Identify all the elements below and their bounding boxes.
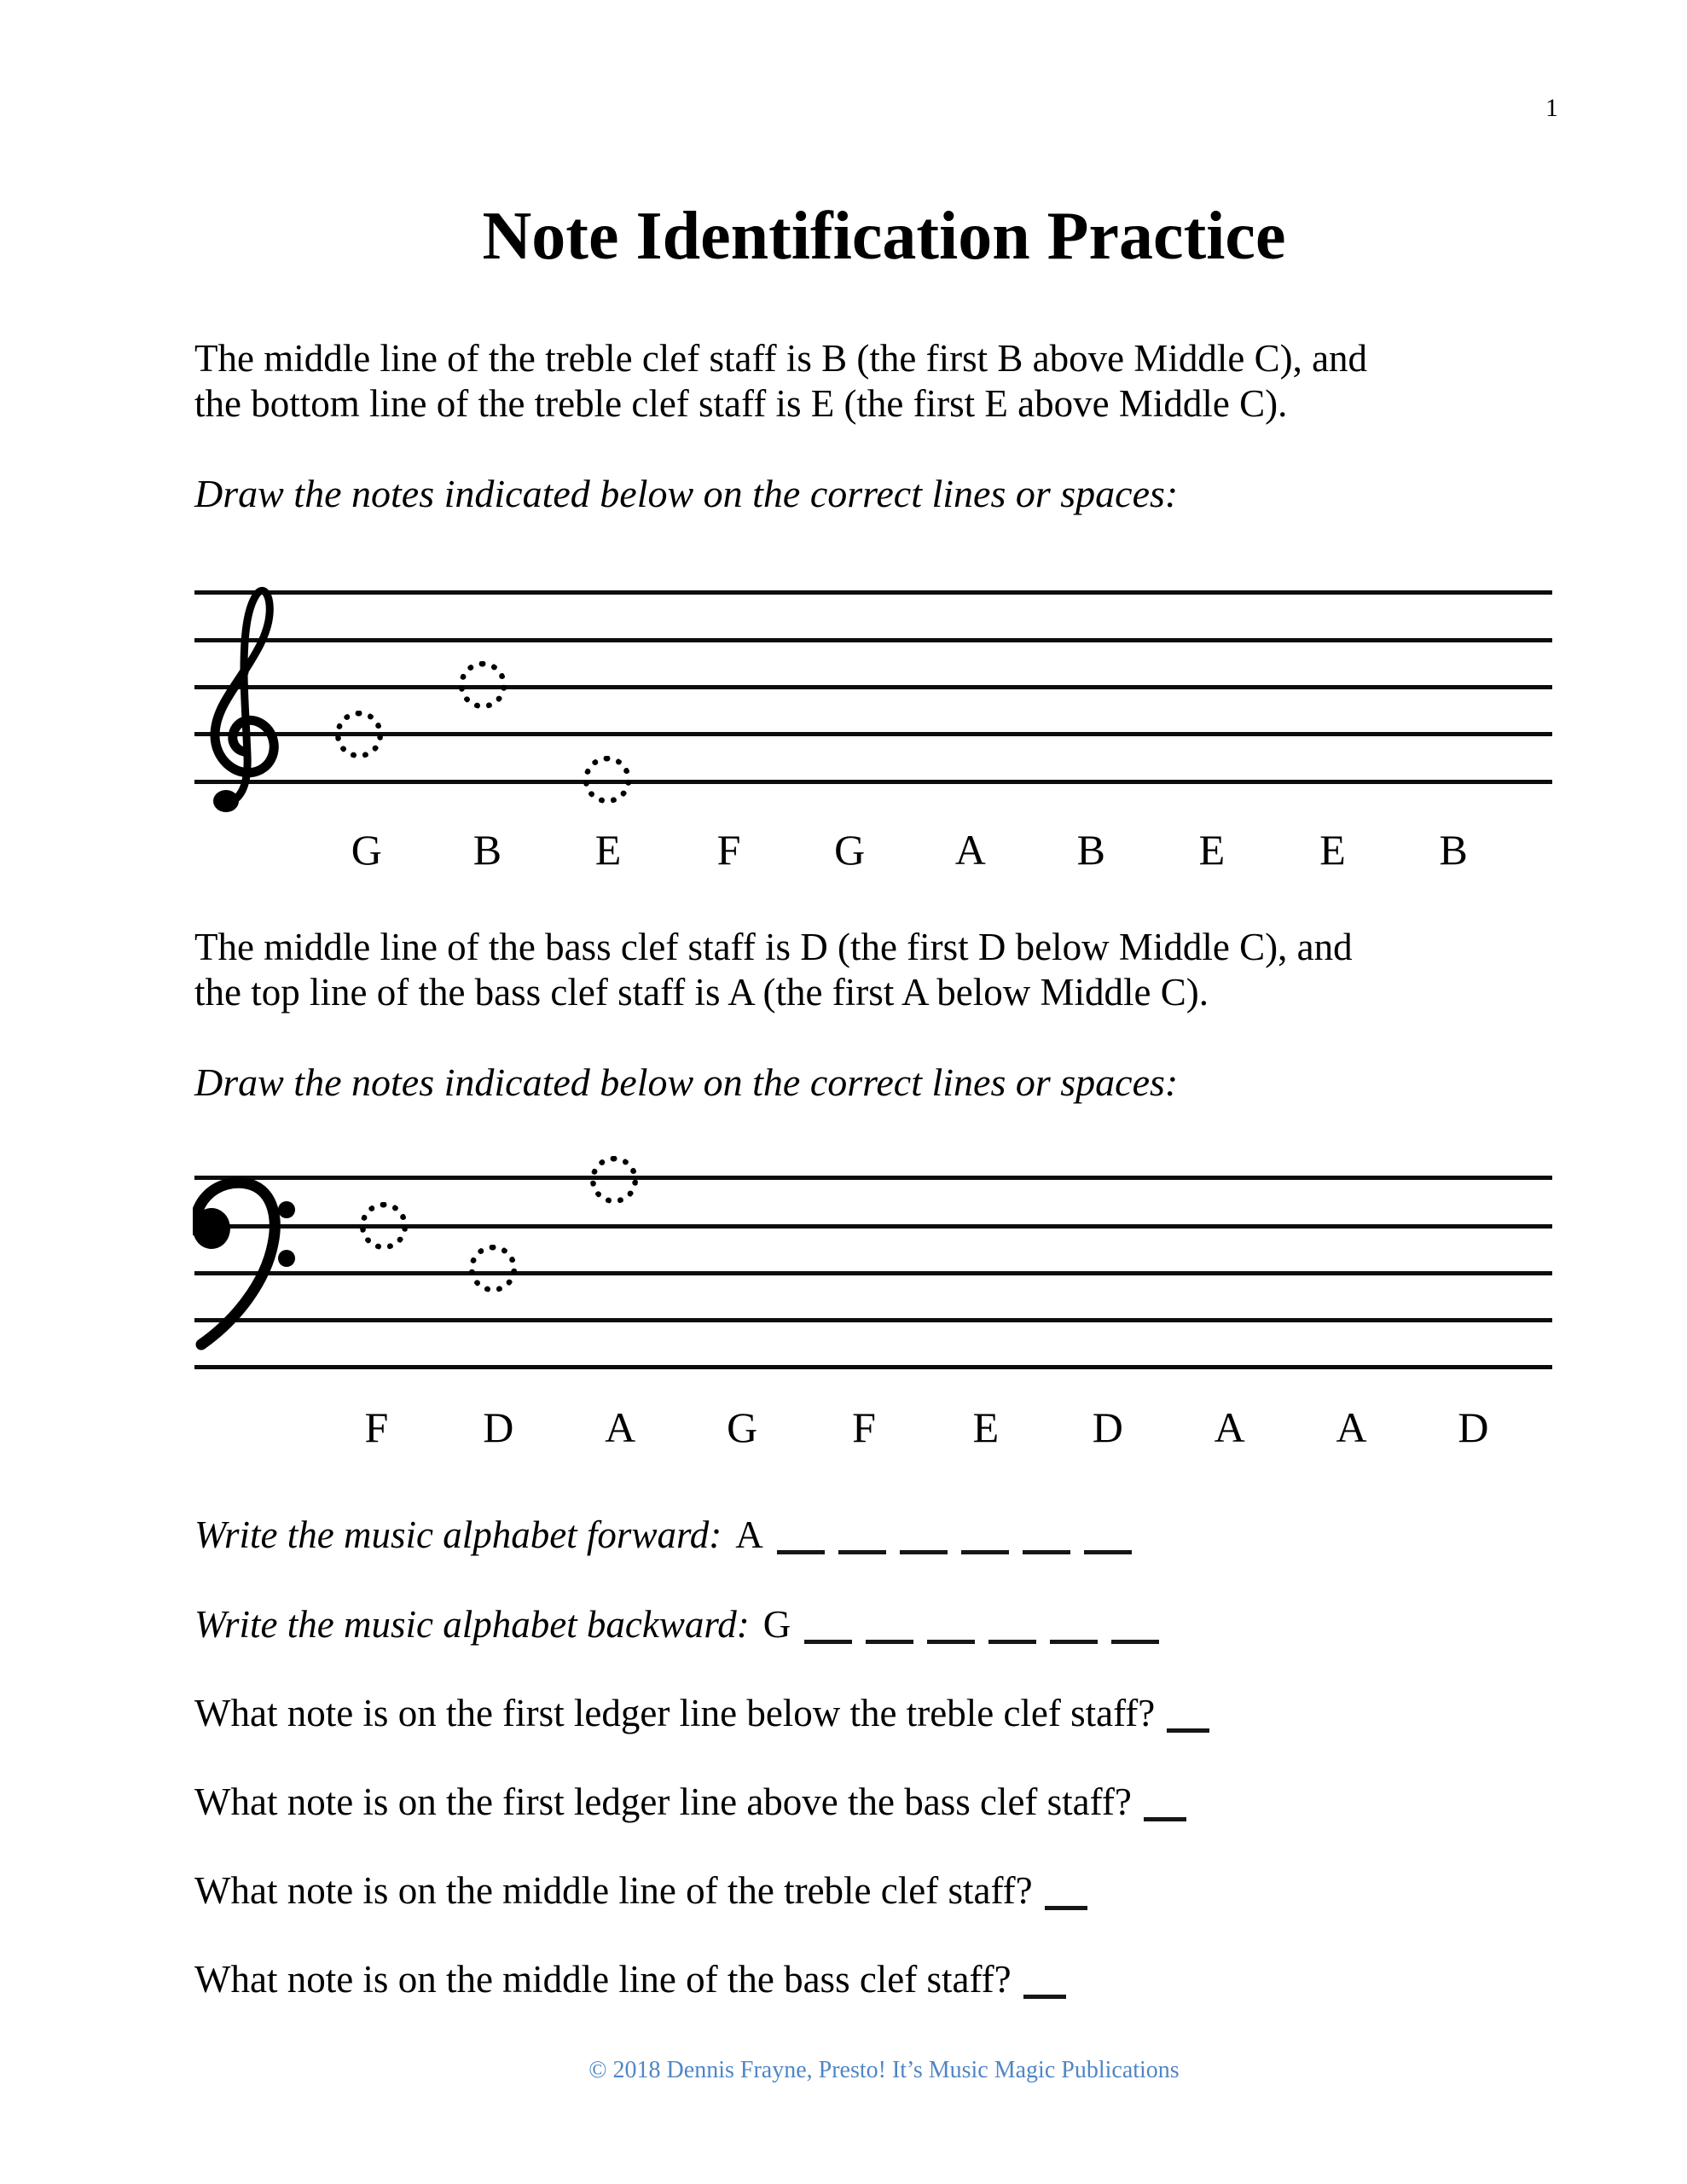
answer-blank: [1167, 1728, 1209, 1733]
note-letter: A: [954, 826, 986, 874]
example-note-circle-d: [469, 1245, 517, 1292]
treble-instruction: Draw the notes indicated below on the correct lines or spaces:: [194, 472, 1179, 515]
answer-blank: [804, 1640, 852, 1644]
staff-line: [194, 1271, 1552, 1275]
note-letter: D: [483, 1403, 514, 1451]
page-title: Note Identification Practice: [482, 199, 1286, 274]
staff-line: [194, 732, 1552, 736]
staff-line: [194, 638, 1552, 642]
treble-clef-icon: [201, 577, 290, 826]
note-letter: E: [972, 1403, 1000, 1451]
note-letter: G: [351, 826, 382, 874]
staff-line: [194, 590, 1552, 595]
question-text: What note is on the middle line of the treble clef staff?: [194, 1869, 1033, 1912]
question-line: [194, 1780, 1186, 1823]
note-letter: F: [852, 1403, 876, 1451]
staff-line: [194, 685, 1552, 689]
alphabet-backward-label: Write the music alphabet backward:: [194, 1603, 750, 1646]
answer-blank: [1023, 1550, 1070, 1554]
answer-blank: [988, 1640, 1036, 1644]
alphabet-backward-start-letter: G: [762, 1603, 791, 1646]
answer-blank: [838, 1550, 886, 1554]
alphabet-backward-line: [194, 1603, 1159, 1646]
note-letter: G: [727, 1403, 758, 1451]
note-letter: E: [1319, 826, 1346, 874]
answer-blank: [1111, 1640, 1159, 1644]
note-letter: A: [1336, 1403, 1367, 1451]
answer-blank: [1144, 1817, 1186, 1821]
staff-line: [194, 780, 1552, 784]
alphabet-forward-start-letter: A: [735, 1513, 763, 1556]
answer-blank: [900, 1550, 948, 1554]
answer-blank: [866, 1640, 913, 1644]
example-note-circle-b: [459, 661, 507, 709]
staff-line: [194, 1318, 1552, 1322]
question-line: [194, 1869, 1087, 1912]
answer-blank: [1050, 1640, 1098, 1644]
note-letter: B: [472, 826, 502, 874]
answer-blank: [777, 1550, 825, 1554]
question-line: [194, 1694, 1209, 1733]
question-text: What note is on the first ledger line above the bass clef staff?: [194, 1780, 1132, 1823]
bass-letter-row: [316, 1403, 1534, 1451]
page-number: 1: [1545, 94, 1558, 122]
example-note-circle-f: [360, 1202, 408, 1250]
answer-blank: [1023, 1995, 1066, 1999]
question-text: What note is on the first ledger line below the treble clef staff?: [194, 1692, 1156, 1734]
staff-line: [194, 1365, 1552, 1369]
example-note-circle-g: [335, 711, 383, 758]
answer-blank: [961, 1550, 1009, 1554]
alphabet-forward-label: Write the music alphabet forward:: [194, 1513, 722, 1556]
note-letter: B: [1076, 826, 1106, 874]
answer-blank: [1084, 1550, 1132, 1554]
note-letter: F: [364, 1403, 389, 1451]
paragraph-line: The middle line of the treble clef staff is B (the first B above Middle C), and: [194, 337, 1368, 380]
bass-intro-paragraph: [194, 925, 1610, 1015]
treble-letter-row: [306, 826, 1514, 874]
note-letter: F: [716, 826, 741, 874]
answer-blank: [1045, 1906, 1087, 1910]
example-note-circle-e: [583, 756, 631, 804]
note-letter: B: [1439, 826, 1468, 874]
paragraph-line: the top line of the bass clef staff is A (the first A below Middle C).: [194, 971, 1209, 1014]
treble-intro-paragraph: [194, 336, 1610, 427]
note-letter: D: [1092, 1403, 1123, 1451]
staff-line: [194, 1176, 1552, 1180]
paragraph-line: The middle line of the bass clef staff is D (the first D below Middle C), and: [194, 926, 1353, 968]
paragraph-line: the bottom line of the treble clef staff is E (the first E above Middle C).: [194, 382, 1288, 425]
alphabet-forward-line: [194, 1513, 1132, 1556]
note-letter: A: [605, 1403, 636, 1451]
bass-instruction: Draw the notes indicated below on the correct lines or spaces:: [194, 1060, 1179, 1104]
copyright-footer: © 2018 Dennis Frayne, Presto! It’s Music Magic Publications: [588, 2057, 1180, 2083]
note-letter: E: [594, 826, 622, 874]
note-letter: A: [1214, 1403, 1245, 1451]
note-letter: G: [834, 826, 866, 874]
example-note-circle-a: [590, 1156, 638, 1204]
note-letter: E: [1198, 826, 1226, 874]
question-line: [194, 1960, 1066, 1999]
bass-clef-icon: [193, 1176, 307, 1356]
answer-blank: [927, 1640, 975, 1644]
question-text: What note is on the middle line of the bass clef staff?: [194, 1958, 1012, 2001]
note-letter: D: [1458, 1403, 1489, 1451]
